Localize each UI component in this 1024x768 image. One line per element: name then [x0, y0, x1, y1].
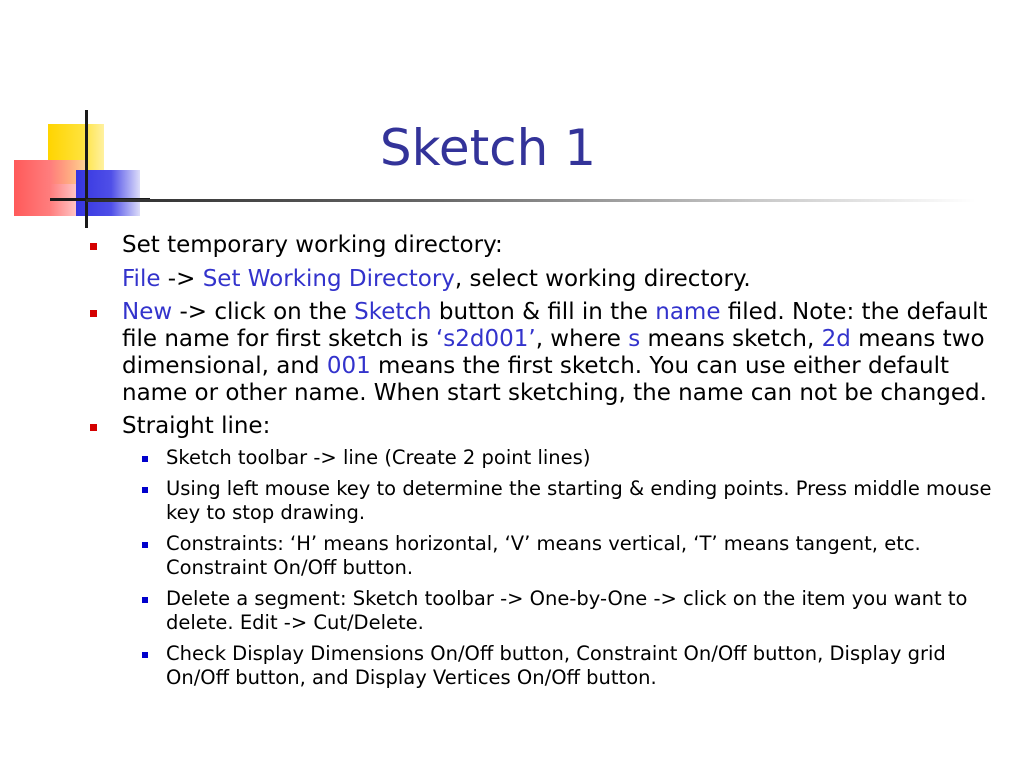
menu-file: File — [122, 266, 161, 292]
sketch-button-label: Sketch — [354, 299, 432, 325]
sub-bullet-item: Check Display Dimensions On/Off button, Constraint On/Off button, Display grid On/Off button, and Display Vertices On/Off button. — [90, 642, 1014, 690]
sub-bullet-item: Constraints: ‘H’ means horizontal, ‘V’ means vertical, ‘T’ means tangent, etc. Constraint On/Off button. — [90, 532, 1014, 580]
default-file-name: s2d001 — [443, 326, 529, 352]
sub-bullet-item: Delete a segment: Sketch toolbar -> One-by-One -> click on the item you want to delete. Edit -> Cut/Delete. — [90, 587, 1014, 635]
sub-bullet-item: Sketch toolbar -> line (Create 2 point lines) — [90, 446, 1014, 470]
title-rule — [86, 199, 976, 202]
menu-set-working-directory: Set Working Directory — [202, 266, 455, 292]
working-directory-steps: File -> Set Working Directory, select working directory. — [122, 266, 751, 292]
menu-new: New — [122, 299, 173, 325]
bullet-working-directory: Set temporary working directory: File -> Set Working Directory, select working directory. — [90, 232, 1014, 293]
slide-title: Sketch 1 — [379, 119, 597, 177]
bullet-straight-line: Straight line: — [90, 413, 1014, 440]
slide-content — [90, 232, 1014, 697]
bullet-new-sketch: New -> click on the Sketch button & fill in the name filed. Note: the default file name for first sketch is ‘s2d001’, where s means sketch, 2d means two dimensional, and 001 means the first sketch. You can use either default name or other name. When start sketching, the name can not be changed. — [90, 299, 1014, 407]
name-field-label: name — [655, 299, 721, 325]
sub-bullet-item: Using left mouse key to determine the starting & ending points. Press middle mouse key to stop drawing. — [90, 477, 1014, 525]
